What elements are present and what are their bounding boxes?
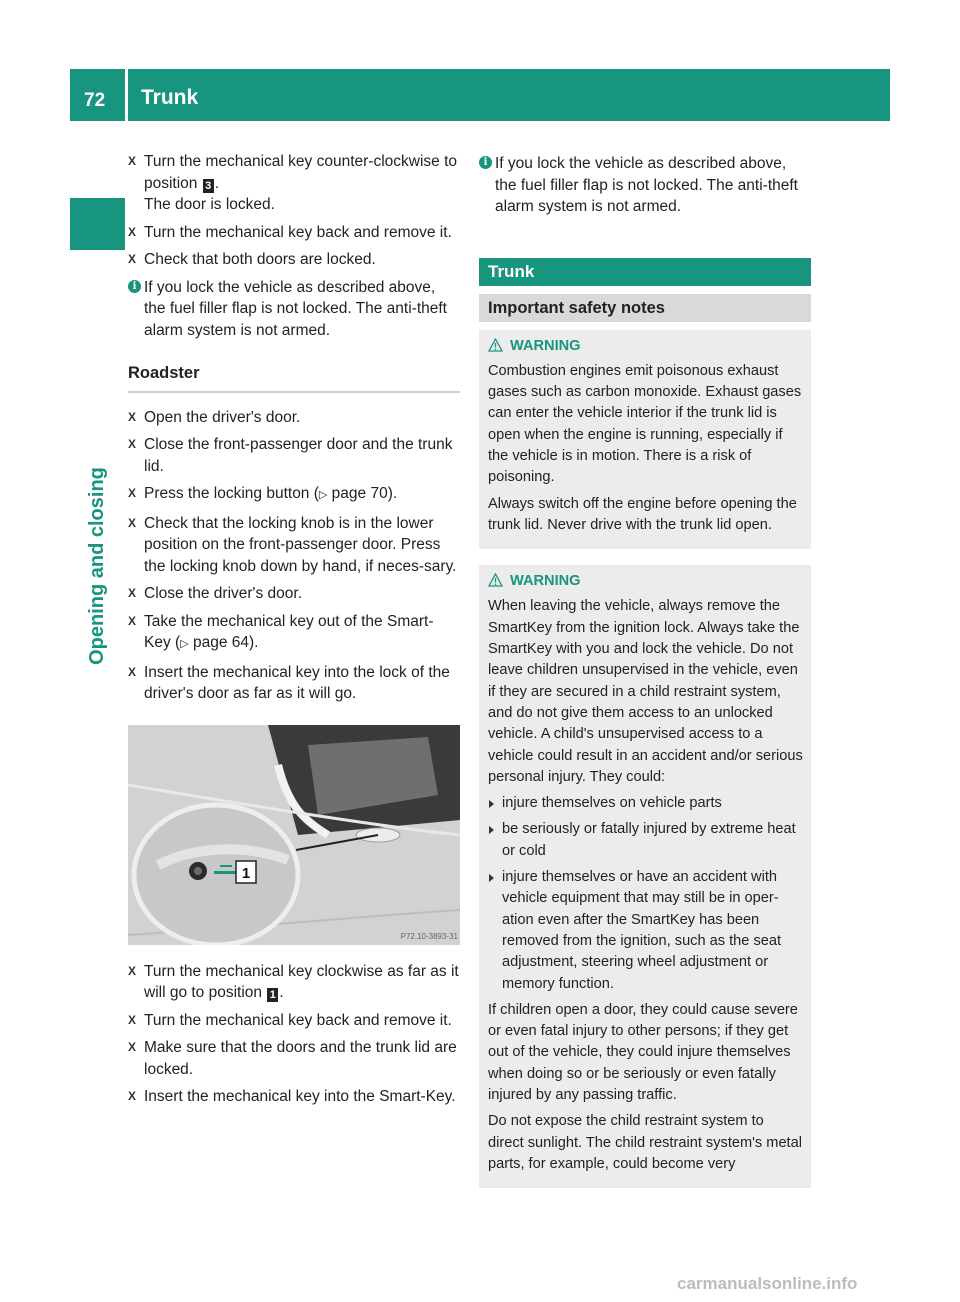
step-text: Close the front-passenger door and the trunk lid.: [144, 436, 453, 475]
warning-box: [479, 565, 811, 1188]
warning-bullet: injure themselves or have an accident with vehicle equipment that may still be in oper-ation even after the SmartKey has been removed from the ignition, such as the seat adjustment, steering wheel adjustment or memory function.: [488, 867, 803, 995]
step-text: Turn the mechanical key back and remove it.: [144, 1011, 452, 1029]
step-item: [128, 611, 460, 656]
info-note: [128, 277, 460, 342]
warning-paragraph: Always switch off the engine before opening the trunk lid. Never drive with the trunk lid open.: [488, 495, 797, 533]
info-note: [479, 153, 811, 218]
page-ref-icon: ▷: [318, 489, 328, 501]
step-item: [128, 483, 460, 507]
step-item: [128, 1086, 460, 1108]
roadster-heading: Roadster: [128, 353, 460, 393]
step-result: The door is locked.: [144, 196, 275, 213]
step-arrow-icon: X: [128, 515, 137, 530]
chapter-label-text: Opening and closing: [86, 467, 109, 665]
info-icon: i: [128, 280, 141, 293]
callout-1-label: 1: [241, 864, 251, 882]
step-text: Insert the mechanical key into the lock of the driver's door as far as it will go.: [144, 663, 450, 702]
page-ref-link[interactable]: page 64).: [188, 634, 259, 651]
step-arrow-icon: X: [128, 1089, 137, 1103]
step-item: [128, 407, 460, 429]
step-text: Turn the mechanical key back and remove it.: [144, 223, 452, 241]
step-arrow-icon: X: [128, 486, 137, 500]
watermark: carmanualsonline.info: [677, 1274, 858, 1293]
step-arrow-icon: X: [128, 252, 137, 266]
position-3-icon: 3: [203, 179, 214, 193]
step-text: Turn the mechanical key clockwise as far as it will go to position: [144, 962, 459, 1001]
warning-triangle-icon: [488, 573, 503, 587]
step-arrow-icon: X: [128, 613, 137, 628]
page-ref-link[interactable]: page 70).: [327, 485, 398, 502]
page-ref-icon: ▷: [180, 638, 189, 650]
step-text: Turn the mechanical key counter-clockwise to position: [144, 153, 458, 192]
chapter-tab: [70, 198, 125, 250]
step-text-end: .: [214, 174, 220, 192]
step-arrow-icon: X: [128, 224, 137, 239]
step-text: Make sure that the doors and the trunk lid are locked.: [144, 1039, 457, 1078]
step-item: [128, 513, 460, 578]
step-item: [128, 583, 460, 605]
step-item: [128, 222, 460, 244]
step-item: [128, 1037, 460, 1080]
figure-code: P72.10-3893-31: [400, 931, 458, 941]
warning-bullet: be seriously or fatally injured by extreme heat or cold: [488, 819, 803, 862]
step-item: [128, 434, 460, 477]
step-item: [128, 961, 460, 1004]
info-text: If you lock the vehicle as described above, the fuel filler flap is not locked. The anti-theft alarm system is not armed.: [144, 278, 447, 339]
step-item: [128, 249, 460, 271]
door-lock-illustration: [128, 725, 460, 945]
door-lock-photo: [128, 725, 460, 945]
step-item: [128, 151, 460, 216]
left-column: [128, 151, 460, 1114]
header-divider: [125, 69, 128, 121]
step-item: [128, 1010, 460, 1032]
step-arrow-icon: X: [128, 437, 137, 451]
chapter-label: [72, 467, 124, 665]
step-arrow-icon: X: [128, 664, 137, 679]
warning-paragraph: Combustion engines emit poisonous exhaust gases such as carbon monoxide. Exhaust gases can enter the vehicle interior if the trunk lid is open when the engine is running, especially if the vehicle is in motion. There is a risk of poisoning.: [488, 362, 802, 486]
right-column: [479, 153, 811, 1188]
step-text: Press the locking button (: [144, 485, 319, 502]
step-arrow-icon: X: [128, 963, 137, 978]
warning-triangle-icon: [488, 338, 503, 352]
step-text: Insert the mechanical key into the Smart-Key.: [144, 1088, 456, 1105]
page-number: 72: [84, 90, 106, 111]
step-text: Open the driver's door.: [144, 408, 301, 426]
warning-title-text: WARNING: [510, 573, 581, 590]
step-text: Check that the locking knob is in the lower position on the front-passenger door. Press the locking knob down by hand, if neces-sary.: [144, 514, 457, 575]
step-text-end: .: [279, 984, 284, 1001]
info-text: If you lock the vehicle as described above, the fuel filler flap is not locked. The anti-theft alarm system is not armed.: [495, 155, 798, 215]
warning-box: [479, 330, 811, 550]
step-text: Check that both doors are locked.: [144, 251, 376, 268]
info-icon: i: [479, 156, 492, 169]
step-item: [128, 662, 460, 705]
warning-paragraph: If children open a door, they could cause severe or even fatal injury to other persons; if they get out of the vehicle, they could injure themselves when doing so or be seriously or even fatally injured by any passing traffic.: [488, 1001, 798, 1103]
warning-bullet: injure themselves on vehicle parts: [488, 793, 803, 814]
page-title: Trunk: [141, 86, 199, 109]
subsection-title: Important safety notes: [479, 294, 811, 322]
step-text: Close the driver's door.: [144, 585, 303, 602]
warning-title: [488, 571, 803, 592]
section-title: Trunk: [479, 258, 811, 286]
warning-paragraph: When leaving the vehicle, always remove the SmartKey from the ignition lock. Always take the SmartKey with you and lock the vehicle. Do not leave children unsupervised in the vehicle, even if they are secured in a child restraint system, and do not give them access to an unlocked vehicle. A child's unsupervised access to a vehicle could result in an accident and/or serious personal injury. They could:: [488, 598, 803, 785]
step-text: Take the mechanical key out of the Smart-Key (: [144, 612, 434, 651]
step-arrow-icon: X: [128, 154, 137, 168]
step-arrow-icon: X: [128, 1012, 137, 1027]
step-arrow-icon: X: [128, 409, 137, 424]
step-arrow-icon: X: [128, 586, 137, 600]
warning-title-text: WARNING: [510, 337, 581, 354]
position-1-icon: 1: [267, 988, 278, 1002]
step-arrow-icon: X: [128, 1040, 137, 1054]
warning-title: [488, 336, 803, 357]
warning-paragraph: Do not expose the child restraint system to direct sunlight. The child restraint system's metal parts, for example, could become very: [488, 1113, 802, 1172]
